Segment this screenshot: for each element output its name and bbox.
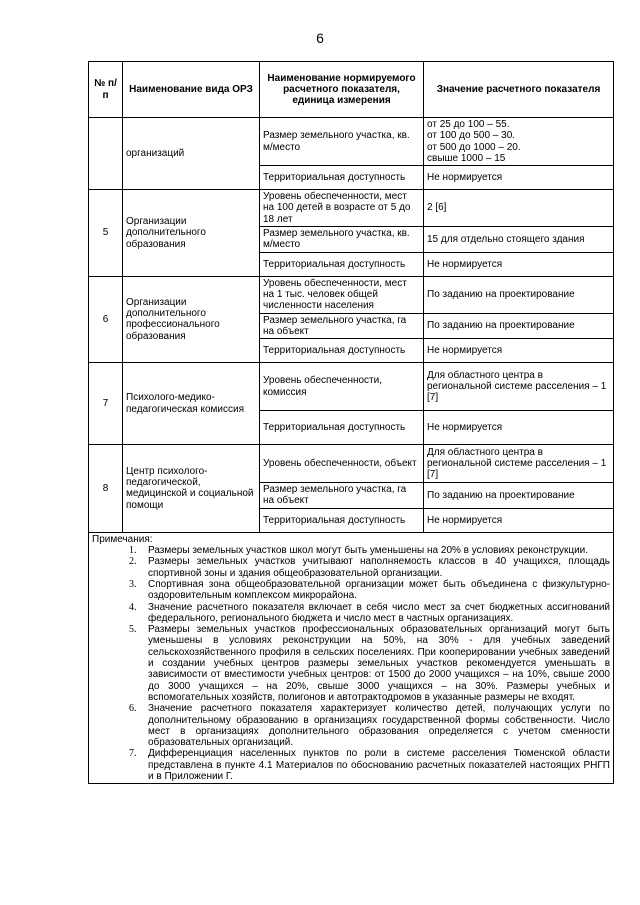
indicator-value: По заданию на проектирование <box>424 276 614 313</box>
indicator-value: Не нормируется <box>424 339 614 363</box>
indicator-value: 2 [6] <box>424 190 614 227</box>
object-type-name: Психолого-медико-педагогическая комиссия <box>123 363 260 445</box>
table-row <box>89 118 614 166</box>
row-number: 7 <box>89 363 123 445</box>
value-line: от 25 до 100 – 55. <box>427 119 510 130</box>
note-item: 1. Размеры земельных участков школ могут быть уменьшены на 20% в условиях реконструкции. <box>139 545 610 556</box>
note-item: 4. Значение расчетного показателя включает в себя число мест за счет бюджетных ассигнований федерального, регионального бюджета и число мест в частных организациях. <box>139 602 610 625</box>
note-item: 3. Спортивная зона общеобразовательной организации может быть объединена с физкультурно-оздоровительным комплексом микрорайона. <box>139 579 610 602</box>
table-row <box>89 276 614 313</box>
indicator-name: Размер земельного участка, га на объект <box>260 483 424 509</box>
notes-title: Примечания: <box>92 533 153 545</box>
indicator-name: Территориальная доступность <box>260 411 424 445</box>
table-row <box>89 445 614 483</box>
indicator-value: Не нормируется <box>424 508 614 532</box>
note-item: 2. Размеры земельных участков учитывают наполняемость классов в 40 учащихся, площадь спортивной зоны и здания общеобразовательной организации. <box>139 556 610 579</box>
notes-row <box>89 532 614 784</box>
indicator-name: Уровень обеспеченности, объект <box>260 445 424 483</box>
row-number: 5 <box>89 190 123 276</box>
indicator-value: Не нормируется <box>424 252 614 276</box>
indicator-name: Размер земельного участка, га на объект <box>260 313 424 339</box>
indicator-name: Размер земельного участка, кв. м/место <box>260 118 424 166</box>
indicator-value: По заданию на проектирование <box>424 313 614 339</box>
row-number <box>89 118 123 190</box>
indicator-value: Для областного центра в региональной системе расселения – 1 [7] <box>424 445 614 483</box>
table-row <box>89 190 614 227</box>
indicator-value: По заданию на проектирование <box>424 483 614 509</box>
indicator-value: Для областного центра в региональной системе расселения – 1 [7] <box>424 363 614 411</box>
row-number: 6 <box>89 276 123 362</box>
table-header-row <box>89 62 614 118</box>
object-type-name: организаций <box>123 118 260 190</box>
note-item: 6. Значение расчетного показателя характеризует количество детей, получающих услуги по дополнительному образованию в организациях государственной формы собственности. Число мест в организациях дополнительного образования определяется с учетом сменности образовательных организаций. <box>139 703 610 748</box>
value-line: от 500 до 1000 – 20. <box>427 141 521 153</box>
indicator-value <box>424 118 614 166</box>
header-number: № п/п <box>89 62 123 118</box>
header-value: Значение расчетного показателя <box>424 62 614 118</box>
notes-cell <box>89 532 614 784</box>
object-type-name: Организации дополнительного профессионального образования <box>123 276 260 362</box>
indicator-name: Территориальная доступность <box>260 339 424 363</box>
header-object-type: Наименование вида ОРЗ <box>123 62 260 118</box>
indicator-name: Уровень обеспеченности, комиссия <box>260 363 424 411</box>
value-line: свыше 1000 – 15 <box>427 152 506 164</box>
note-item: 7. Дифференциация населенных пунктов по роли в системе расселения Тюменской области представлена в пункте 4.1 Материалов по обоснованию расчетных показателей настоящих РНГП и в Приложении Г. <box>139 748 610 782</box>
indicator-name: Территориальная доступность <box>260 508 424 532</box>
indicator-name: Уровень обеспеченности, мест на 1 тыс. человек общей численности населения <box>260 276 424 313</box>
table-row <box>89 363 614 411</box>
row-number: 8 <box>89 445 123 533</box>
standards-table <box>88 61 614 784</box>
indicator-value: Не нормируется <box>424 166 614 190</box>
notes-list <box>92 545 610 782</box>
indicator-name: Размер земельного участка, кв. м/место <box>260 227 424 253</box>
indicator-name: Территориальная доступность <box>260 252 424 276</box>
note-item: 5. Размеры земельных участков профессиональных образовательных организаций могут быть уменьшены в условиях реконструкции на 50%, на 30% - для учебных заведений сельскохозяйственного профиля в сельских поселениях. При кооперировании учебных заведений и создании учебных центров размеры земельных участков рекомендуется уменьшать в зависимости от вместимости учебных центров: от 1500 до 2000 учащихся – на 10%, свыше 2000 до 3000 учащихся – на 20%, свыше 3000 учащихся – на 30%. Размеры учебных и вспомогательных хозяйств, полигонов и автотрактодромов в указанные размеры не входят. <box>139 624 610 703</box>
indicator-value: 15 для отдельно стоящего здания <box>424 227 614 253</box>
page-number: 6 <box>316 30 324 46</box>
object-type-name: Центр психолого-педагогической, медицинской и социальной помощи <box>123 445 260 533</box>
indicator-name: Территориальная доступность <box>260 166 424 190</box>
indicator-name: Уровень обеспеченности, мест на 100 детей в возрасте от 5 до 18 лет <box>260 190 424 227</box>
header-indicator: Наименование нормируемого расчетного показателя, единица измерения <box>260 62 424 118</box>
value-line: от 100 до 500 – 30. <box>427 130 516 142</box>
indicator-value: Не нормируется <box>424 411 614 445</box>
object-type-name: Организации дополнительного образования <box>123 190 260 276</box>
